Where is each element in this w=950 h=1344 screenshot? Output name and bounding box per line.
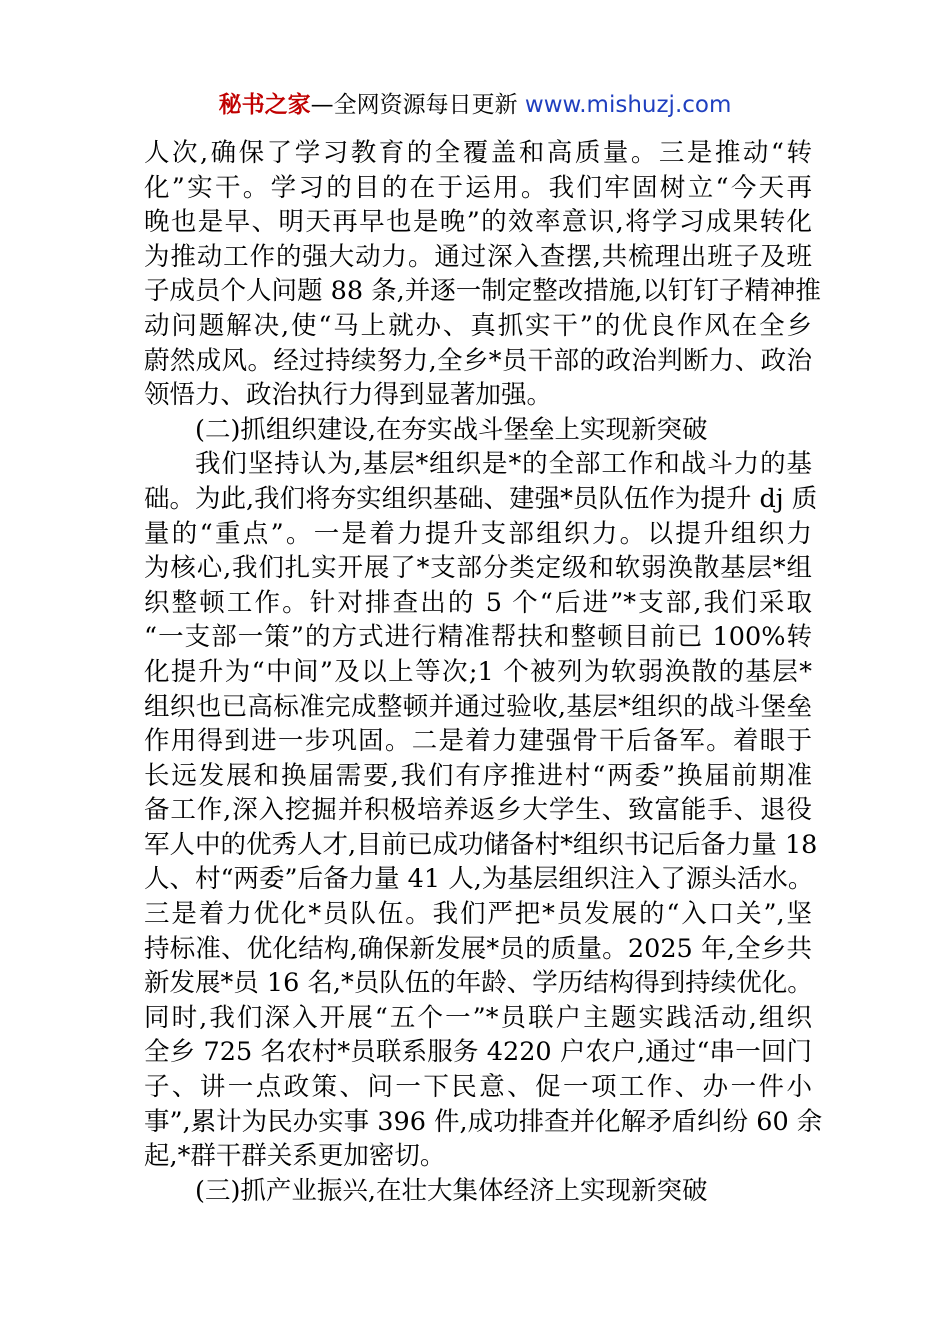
text-line: 全乡 725 名农村*员联系服务 4220 户农户,通过“串一回门 [144,1037,812,1068]
text-line: 作用得到进一步巩固。二是着力建强骨干后备军。着眼于 [144,726,812,757]
text-line: 为核心,我们扎实开展了*支部分类定级和软弱涣散基层*组 [144,553,812,584]
text-line: 新发展*员 16 名,*员队伍的年龄、学历结构得到持续优化。 [144,968,813,999]
site-header [0,90,950,120]
text-line: 织整顿工作。针对排查出的 5 个“后进”*支部,我们采取 [144,587,812,618]
header-tagline: —全网资源每日更新 [310,92,525,118]
text-line: 为推动工作的强大动力。通过深入查摆,共梳理出班子及班 [144,241,812,272]
brand-name: 秘书之家 [218,92,311,118]
text-line: 蔚然成风。经过持续努力,全乡*员干部的政治判断力、政治 [144,345,812,376]
text-line: 动问题解决,使“马上就办、真抓实干”的优良作风在全乡 [144,310,812,341]
text-line: 起,*群干群关系更加密切。 [144,1141,446,1172]
text-line: 晚也是早、明天再早也是晚”的效率意识,将学习成果转化 [144,207,812,238]
document-body [144,136,823,1208]
text-line: 领悟力、政治执行力得到显著加强。 [144,380,553,411]
text-line: “一支部一策”的方式进行精准帮扶和整顿目前已 100%转 [144,622,812,653]
section-heading: (三)抓产业振兴,在壮大集体经济上实现新突破 [195,1175,708,1206]
text-line: 事”,累计为民办实事 396 件,成功排查并化解矛盾纠纷 60 余 [144,1106,823,1137]
text-line: 子、讲一点政策、问一下民意、促一项工作、办一件小 [144,1072,812,1103]
text-line: 化提升为“中间”及以上等次;1 个被列为软弱涣散的基层* [144,656,812,687]
section-heading: (二)抓组织建设,在夯实战斗堡垒上实现新突破 [195,414,708,445]
text-line: 备工作,深入挖掘并积极培养返乡大学生、致富能手、退役 [144,795,812,826]
text-line: 同时,我们深入开展“五个一”*员联户主题实践活动,组织 [144,1002,812,1033]
text-line: 军人中的优秀人才,目前已成功储备村*组织书记后备力量 18 [144,829,818,860]
text-line: 人、村“两委”后备力量 41 人,为基层组织注入了源头活水。 [144,864,814,895]
text-line: 子成员个人问题 88 条,并逐一制定整改措施,以钉钉子精神推 [144,276,821,307]
site-url-link[interactable]: www.mishuzj.com [524,92,732,118]
text-line: 人次,确保了学习教育的全覆盖和高质量。三是推动“转 [144,138,812,168]
text-line: 持标准、优化结构,确保新发展*员的质量。2025 年,全乡共 [144,933,812,964]
text-line: 量的“重点”。一是着力提升支部组织力。以提升组织力 [144,518,812,549]
text-line: 长远发展和换届需要,我们有序推进村“两委”换届前期准 [144,760,812,791]
text-line: 三是着力优化*员队伍。我们严把*员发展的“入口关”,坚 [144,899,812,930]
text-line: 础。为此,我们将夯实组织基础、建强*员队伍作为提升 dj 质 [144,483,818,514]
text-line: 组织也已高标准完成整顿并通过验收,基层*组织的战斗堡垒 [144,691,812,722]
text-line: 我们坚持认为,基层*组织是*的全部工作和战斗力的基 [195,449,812,480]
text-line: 化”实干。学习的目的在于运用。我们牢固树立“今天再 [144,172,812,203]
